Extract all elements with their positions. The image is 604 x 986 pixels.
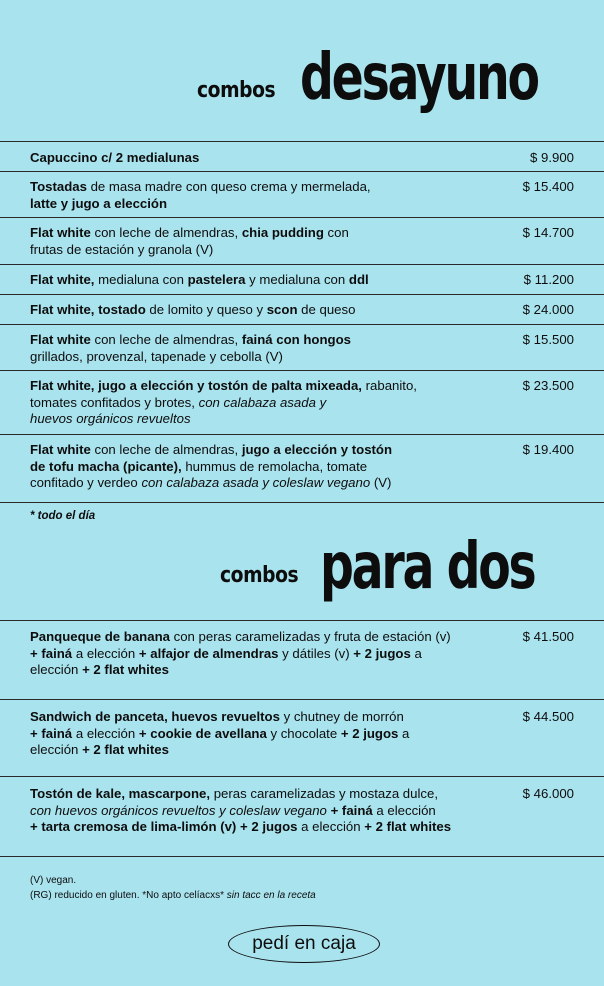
breakfast-combo-item-text: grillados, provenzal, tapenade y cebolla (V) — [30, 348, 283, 364]
breakfast-combo-item-price: $ 11.200 — [523, 272, 574, 287]
breakfast-combo-item — [0, 324, 604, 370]
breakfast-combo-item-text: y medialuna con — [245, 272, 349, 287]
breakfast-combo-item-text: Flat white, — [30, 272, 95, 287]
breakfast-combo-item — [0, 141, 604, 171]
for-two-combo-item-text: a — [398, 725, 410, 741]
breakfast-combo-item-text: confitado y verdeo — [30, 475, 142, 490]
breakfast-combo-item-text: Flat white, jugo a elección y tostón de palta mixeada, — [30, 378, 362, 393]
breakfast-combo-item-text: con calabaza asada y coleslaw vegano — [141, 475, 371, 490]
breakfast-combo-item — [0, 434, 604, 502]
breakfast-combo-item-text: (V) — [370, 475, 392, 490]
for-two-combo-item — [0, 620, 604, 699]
breakfast-combo-item-price: $ 19.400 — [522, 442, 574, 457]
for-two-combo-item — [0, 699, 604, 776]
for-two-combo-item-text: + cookie de avellana — [138, 725, 267, 741]
breakfast-combo-item-description — [30, 272, 490, 289]
breakfast-combo-item-text: pastelera — [187, 272, 246, 287]
for-two-combo-item-description — [30, 709, 490, 759]
breakfast-combo-item-text: huevos orgánicos revueltos — [30, 411, 191, 426]
breakfast-combo-item — [0, 171, 604, 217]
breakfast-combo-item-text: jugo a elección y tostón — [241, 442, 393, 457]
breakfast-combo-item-text: Flat white, tostado — [30, 302, 146, 317]
breakfast-combo-item-description — [30, 150, 490, 167]
breakfast-combo-item-price: $ 23.500 — [522, 378, 574, 393]
for-two-combo-item-text: + tarta cremosa de lima-limón (v) + 2 jugos — [30, 819, 298, 834]
for-two-combo-item-text: a elección — [72, 645, 139, 661]
for-two-combo-item-text: y chutney de morrón — [279, 709, 404, 724]
for-two-combo-item-text: + 2 flat whites — [82, 742, 169, 757]
for-two-combo-item-text: con peras caramelizadas y fruta de estación (v) — [169, 629, 451, 644]
breakfast-heading — [0, 40, 604, 115]
breakfast-combo-item-text: ddl — [348, 272, 369, 287]
for-two-combo-item-text: y chocolate — [266, 725, 341, 741]
footer-tacc-text: sin tacc en la receta — [226, 890, 316, 901]
for-two-combo-item-text: a elección — [372, 802, 436, 818]
for-two-combo-item-text: + fainá — [326, 802, 373, 818]
for-two-combo-divider — [0, 856, 604, 857]
breakfast-combo-item-text: rabanito, — [361, 378, 417, 393]
for-two-combo-item-text: + fainá — [30, 645, 73, 661]
breakfast-combo-item-text: Flat white — [30, 332, 91, 347]
order-at-register-badge: pedí en caja — [228, 925, 380, 963]
breakfast-combo-item-text: fainá con hongos — [241, 332, 351, 347]
breakfast-combo-item-price: $ 15.400 — [522, 179, 574, 194]
breakfast-combo-item — [0, 217, 604, 264]
for-two-combo-item-description — [30, 629, 490, 679]
breakfast-combo-item — [0, 264, 604, 294]
for-two-heading — [0, 530, 604, 604]
footer-vegan-note: (V) vegan. — [30, 875, 77, 886]
for-two-combo-item-text: Tostón de kale, mascarpone, — [30, 786, 211, 801]
footer-gluten-note — [30, 888, 316, 903]
breakfast-combo-item-text: de lomito y queso y — [145, 302, 267, 317]
footer-legend — [30, 873, 316, 903]
for-two-combo-item-text: con huevos orgánicos revueltos y coleslaw vegano — [30, 802, 327, 818]
breakfast-combo-item-text: de tofu macha (picante), — [30, 458, 182, 474]
breakfast-combo-item-text: con — [323, 225, 349, 240]
for-two-combo-item-text: peras caramelizadas y mostaza dulce, — [210, 786, 439, 801]
for-two-combo-item-text: a — [410, 645, 422, 661]
breakfast-combo-item-text: Flat white — [30, 442, 91, 457]
breakfast-combo-item-text: con leche de almendras, — [90, 442, 242, 457]
breakfast-combo-item-text: Tostadas — [30, 179, 87, 194]
breakfast-combo-item-description — [30, 179, 490, 212]
for-two-heading-big: para dos — [320, 530, 535, 604]
for-two-combo-item-price: $ 41.500 — [522, 629, 574, 644]
for-two-combo-item-price: $ 46.000 — [522, 786, 574, 801]
breakfast-combo-item-text: con leche de almendras, — [90, 332, 242, 347]
breakfast-combo-item-text: de masa madre con queso crema y mermelada, — [86, 179, 371, 194]
breakfast-combo-item-text: con leche de almendras, — [90, 225, 242, 240]
breakfast-combo-item-text: tomates confitados y brotes, — [30, 394, 199, 410]
for-two-combo-item-text: a elección — [297, 819, 365, 834]
footer-gluten-text: (RG) reducido en gluten. *No apto celíacxs* — [30, 890, 227, 901]
breakfast-combo-item-description — [30, 225, 490, 258]
for-two-combo-item-price: $ 44.500 — [522, 709, 574, 724]
breakfast-combo-item-description — [30, 332, 490, 365]
breakfast-combo-item-price: $ 14.700 — [522, 225, 574, 240]
breakfast-combo-item-text: Flat white — [30, 225, 91, 240]
breakfast-combo-item-text: hummus de remolacha, tomate — [181, 458, 368, 474]
for-two-combo-item-text: + 2 jugos — [353, 645, 411, 661]
for-two-combo-item — [0, 776, 604, 856]
breakfast-combo-item-text: latte y jugo a elección — [30, 195, 168, 211]
breakfast-combo-item-text: medialuna con — [94, 272, 188, 287]
breakfast-heading-big: desayuno — [300, 41, 538, 115]
breakfast-combo-item-text: scon — [266, 302, 298, 317]
breakfast-heading-small: combos — [197, 78, 276, 103]
breakfast-combo-item-text: frutas de estación y granola (V) — [30, 241, 214, 257]
breakfast-combo-item-price: $ 15.500 — [522, 332, 574, 347]
for-two-combo-item-text: + 2 flat whites — [364, 819, 452, 834]
breakfast-combo-item-price: $ 24.000 — [522, 302, 574, 317]
breakfast-combo-item-text: de queso — [297, 302, 356, 317]
all-day-note: * todo el día — [30, 510, 96, 522]
breakfast-combo-item — [0, 294, 604, 324]
for-two-combo-item-text: + 2 flat whites — [82, 662, 169, 677]
breakfast-combo-item — [0, 370, 604, 434]
for-two-combo-item-text: + alfajor de almendras — [138, 645, 279, 661]
for-two-combo-item-text: y dátiles (v) — [278, 645, 354, 661]
for-two-combo-item-text: elección — [30, 742, 83, 757]
breakfast-combo-item-text: Capuccino c/ 2 medialunas — [30, 150, 200, 165]
for-two-combo-item-text: + 2 jugos — [340, 725, 399, 741]
breakfast-combo-item-price: $ 9.900 — [530, 150, 574, 165]
for-two-combo-item-text: Sandwich de panceta, huevos revueltos — [30, 709, 280, 724]
breakfast-combo-item-description — [30, 302, 490, 319]
breakfast-combo-divider — [0, 502, 604, 503]
for-two-combo-item-text: Panqueque de banana — [30, 629, 170, 644]
for-two-combo-item-text: elección — [30, 662, 83, 677]
breakfast-combo-item-description — [30, 442, 490, 492]
for-two-combo-item-text: a elección — [72, 725, 139, 741]
for-two-combo-item-description — [30, 786, 490, 836]
breakfast-combo-item-text: chia pudding — [241, 225, 324, 240]
breakfast-combo-item-text: con calabaza asada y — [198, 394, 327, 410]
breakfast-combo-item-description — [30, 378, 490, 428]
for-two-combo-item-text: + fainá — [30, 725, 73, 741]
for-two-heading-small: combos — [220, 563, 299, 588]
